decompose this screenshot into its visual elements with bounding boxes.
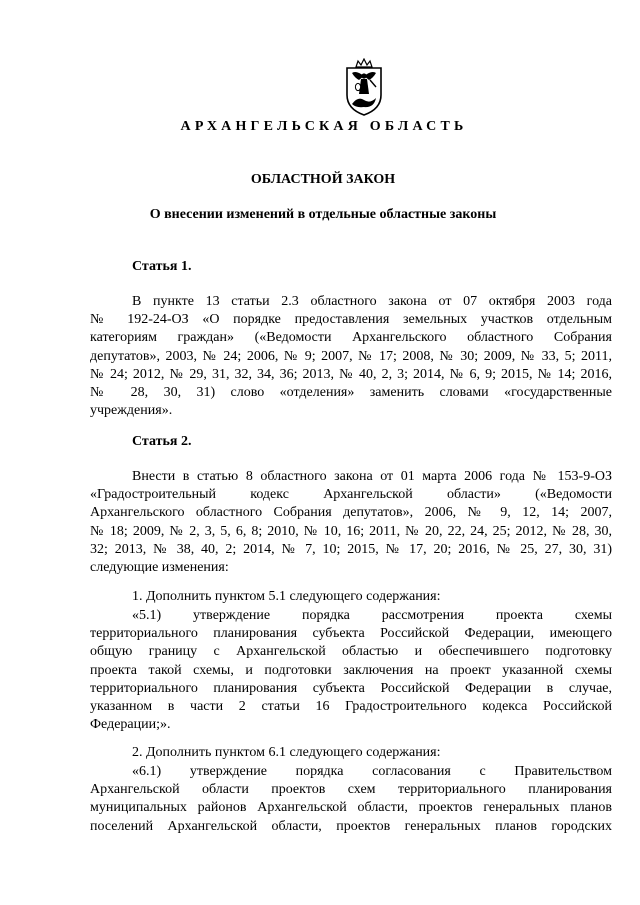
text-line: проекта такой схемы, и подготовки заключения на проект указанной схемы	[90, 662, 612, 678]
text-line: 32; 2013, № 38, 40, 2; 2014, № 7, 10; 2015, № 17, 20; 2016, № 25, 27, 30, 31)	[90, 541, 612, 557]
text-line: № 28, 30, 31) слово «отделения» заменить словами «государственные	[90, 384, 612, 400]
document-type: ОБЛАСТНОЙ ЗАКОН	[250, 172, 396, 187]
item-1-title: 1. Дополнить пунктом 5.1 следующего содержания:	[132, 589, 441, 604]
item-2-text	[90, 763, 612, 836]
article-2-intro	[90, 468, 612, 577]
article-1-text	[90, 293, 612, 420]
text-line: Архангельской области проектов схем территориального планирования	[90, 782, 612, 798]
text-line: указанном в части 2 статьи 16 Градостроительного кодекса Российской	[90, 698, 612, 714]
document-title: О внесении изменений в отдельные областные законы	[149, 207, 497, 222]
arkhangelsk-coat-of-arms-icon	[334, 58, 394, 118]
text-line: территориального планирования субъекта Российской Федерации, имеющего	[90, 626, 612, 642]
text-line: муниципальных районов Архангельской области, проектов генеральных планов	[90, 800, 612, 816]
text-line: депутатов», 2003, № 24; 2006, № 9; 2007, № 17; 2008, № 30; 2009, № 33, 5; 2011,	[90, 348, 612, 364]
item-1-text	[90, 607, 612, 734]
text-line: общую границу с Архангельской областью и обеспечившего подготовку	[90, 644, 612, 660]
text-line: учреждения».	[90, 403, 173, 419]
region-title: АРХАНГЕЛЬСКАЯ ОБЛАСТЬ	[180, 119, 468, 134]
item-2-title: 2. Дополнить пунктом 6.1 следующего содержания:	[132, 745, 441, 760]
text-line: «5.1) утверждение порядка рассмотрения проекта схемы	[132, 608, 612, 623]
article-1-heading: Статья 1.	[132, 259, 192, 274]
text-line: поселений Архангельской области, проектов генеральных планов городских	[90, 818, 612, 834]
text-line: Федерации;».	[90, 717, 171, 733]
text-line: Архангельского областного Собрания депутатов», 2006, № 9, 12, 14; 2007,	[90, 505, 612, 521]
text-line: следующие изменения:	[90, 559, 229, 575]
text-line: территориального планирования субъекта Российской Федерации в случае,	[90, 680, 612, 696]
text-line: В пункте 13 статьи 2.3 областного закона от 07 октября 2003 года	[132, 294, 612, 309]
text-line: Внести в статью 8 областного закона от 01 марта 2006 года № 153-9-ОЗ	[132, 469, 612, 484]
text-line: категориям граждан» («Ведомости Архангельского областного Собрания	[90, 330, 612, 346]
article-2-heading: Статья 2.	[132, 434, 192, 449]
text-line: № 18; 2009, № 2, 3, 5, 6, 8; 2010, № 10, 16; 2011, № 20, 22, 24, 25; 2012, № 28, 30,	[90, 523, 612, 539]
text-line: № 24; 2012, № 29, 31, 32, 34, 36; 2013, № 40, 2, 3; 2014, № 6, 9; 2015, № 14; 2016,	[90, 366, 612, 382]
text-line: «Градостроительный кодекс Архангельской области» («Ведомости	[90, 487, 612, 503]
text-line: «6.1) утверждение порядка согласования с Правительством	[132, 764, 612, 779]
text-line: № 192-24-ОЗ «О порядке предоставления земельных участков отдельным	[90, 312, 612, 328]
